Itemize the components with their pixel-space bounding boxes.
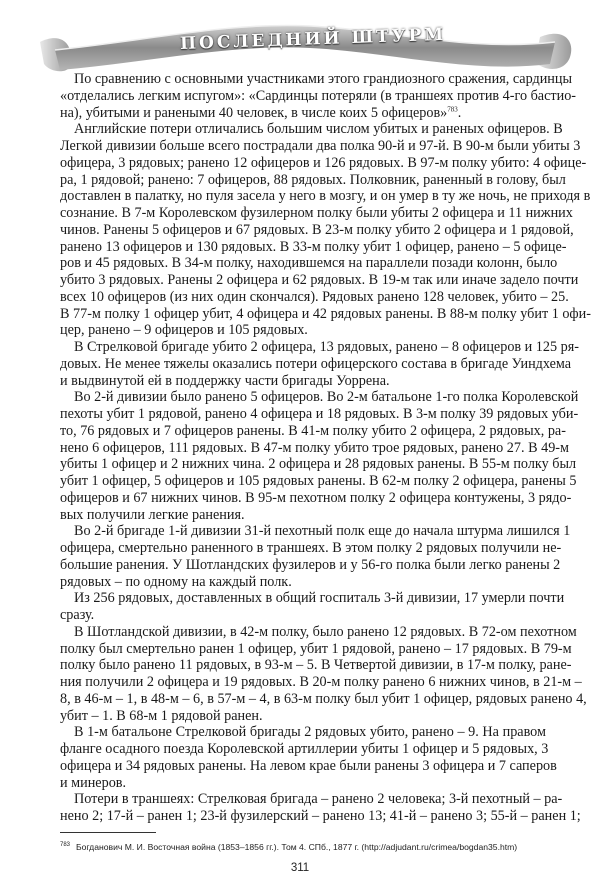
text-line [60, 741, 549, 758]
text-line [60, 138, 581, 155]
paragraph [60, 121, 591, 339]
text-line [60, 171, 566, 189]
text-line-content: и выдвинутой ей в поддержку части бригады Уоррена. [60, 372, 390, 389]
text-line-content: убит 1 офицер, 5 офицеров и 105 рядовых ранены. В 62-м полку 2 офицера, ранены 5 [60, 473, 577, 489]
text-line: на), убитыми и ранеными 40 человек, в числе коих 5 офицеров»$^{783}$. [60, 104, 462, 121]
text-line-content: Английские потери отличались большим числом убитых и раненых офицеров. В [74, 121, 563, 138]
text-line [60, 708, 546, 725]
text-line-content: довых. Не менее тяжелы оказались потери офицерского состава в бригаде Уиндхема [60, 355, 572, 372]
text-line-content: фланге осадного поезда Королевской артиллерии убиты 1 офицер и 5 рядовых, 3 [60, 741, 549, 757]
text-line-content: цер, ранено – 9 офицеров и 105 рядовых. [60, 322, 308, 339]
text-line-content: В 1-м батальоне Стрелковой бригады 2 рядовых убито, ранено – 9. На правом [74, 724, 546, 741]
text-line-content: Во 2-й бригаде 1-й дивизии 31-й пехотный полк еще до начала штурма лишился 1 [74, 523, 571, 540]
text-line [60, 221, 574, 239]
text-line [60, 657, 572, 674]
text-line [60, 674, 582, 691]
text-line [60, 288, 569, 306]
text-line-content: и минеров. [60, 774, 127, 791]
text-line-content: большие ранения. У Шотландских фузилеров и у 56-го полка были легко ранены 2 [60, 556, 561, 573]
text-line-content: офицера, смертельно раненного в траншеях. В этом полку 2 рядовых получили не- [60, 540, 562, 556]
text-line [60, 808, 581, 825]
text-line [60, 574, 546, 591]
text-line-content: Легкой дивизии больше всего пострадали два полка 90-й и 97-й. В 90-м были убиты 3 [60, 138, 581, 154]
paragraph [60, 523, 571, 590]
text-line-content: Из 256 рядовых, доставленных в общий госпиталь 3-й дивизии, 17 умерли почти [74, 590, 565, 607]
text-line [60, 238, 567, 256]
text-line [60, 456, 577, 473]
text-line [60, 724, 546, 741]
text-line [60, 121, 563, 138]
text-line-content: В Шотландской дивизии, в 42-м полку, было ранено 12 рядовых. В 72-ом пехотном [74, 623, 577, 640]
text-line [60, 406, 579, 423]
text-line [60, 439, 569, 457]
text-line-content: офицера, 3 рядовых; ранено 12 офицеров и 126 рядовых. В 97-м полку убито: 4 офице- [60, 154, 587, 171]
paragraph [60, 724, 557, 791]
text-line-content: сознание. В 7-м Королевском фузилерном полку были убиты 2 офицера и 11 нижних [60, 205, 573, 221]
text-line [60, 305, 591, 323]
text-line [60, 640, 572, 658]
text-line [60, 422, 566, 440]
paragraph [60, 623, 587, 725]
text-line [60, 556, 561, 574]
text-line [60, 690, 587, 708]
paragraph [60, 791, 581, 825]
text-line [60, 473, 577, 490]
text-line [60, 355, 572, 373]
text-line [60, 322, 546, 339]
text-line [60, 205, 573, 222]
page-number: 311 [290, 862, 310, 874]
text-line-content: на), убитыми и ранеными 40 человек, в числе коих 5 офицеров» [60, 104, 448, 121]
text-line [60, 87, 577, 105]
text-line-content: офицера и 34 рядовых ранены. На левом крае были ранены 3 офицера и 7 саперов [60, 757, 557, 774]
text-line-content: то, 76 рядовых и 7 офицеров ранены. В 41-м полку убито 2 офицера, 2 рядовых, ра- [60, 422, 566, 439]
text-line-content: В 77-м полку 1 офицер убит, 4 офицера и 42 рядовых ранены. В 88-м полку убит 1 офи- [60, 305, 591, 322]
text-line-content: полку был смертельно ранен 1 офицер, убит 1 рядовой, ранено – 17 рядовых. В 79-м [60, 640, 572, 657]
text-line-content: вых получили легкие ранения. [60, 506, 245, 523]
footnote [60, 842, 517, 852]
paragraph [60, 590, 565, 624]
text-line [60, 757, 557, 775]
text-line [60, 507, 546, 524]
text-line-content: «отделались легким испугом»: «Сардинцы потеряли (в траншеях против 4-го бастио- [60, 87, 577, 104]
text-line [60, 255, 558, 272]
text-line [60, 272, 579, 289]
text-line-content: полку было ранено 11 рядовых, в 93-м – 5. В Четвертой дивизии, в 17-м полку, ране- [60, 657, 572, 674]
text-line-content: сразу. [60, 607, 95, 623]
text-line-content: чинов. Ранены 5 офицеров и 67 рядовых. В 23-м полку убито 2 офицера и 1 рядовой, [60, 221, 574, 238]
footnote-reference: 783 [447, 104, 458, 113]
text-line-content: 8, в 46-м – 1, в 48-м – 6, в 57-м – 4, в 63-м полку был убит 1 офицер, рядовых ранено 4, [60, 690, 587, 707]
footnote-text: Богданович М. И. Восточная война (1853–1856 гг.). Том 4. СПб., 1877 г. (http://adjudant.ru/crimea/bogdan35.htm) [76, 842, 518, 852]
footnote-number: 783 [60, 842, 71, 848]
text-line-content: ния получили 2 офицера и 19 рядовых. В 20-м полку ранено 6 нижних чинов, в 21-м – [60, 674, 582, 690]
text-line [60, 791, 563, 808]
text-line [60, 71, 573, 88]
footnote-divider [60, 832, 156, 833]
text-line-content: пехоты убит 1 рядовой, ранено 4 офицера и 18 рядовых. В 3-м полку 39 рядовых уби- [60, 406, 579, 422]
text-line [60, 590, 565, 607]
text-line [60, 523, 571, 540]
paragraph [60, 389, 579, 523]
text-line-content: нено 2; 17-й – ранен 1; 23-й фузилерский – ранено 13; 41-й – ранено 3; 55-й – ранен 1; [60, 808, 581, 824]
paragraph [60, 71, 577, 121]
text-line-content: В Стрелковой бригаде убито 2 офицера, 13 рядовых, ранено – 8 офицеров и 125 ря- [74, 339, 579, 355]
paragraph [60, 339, 579, 389]
text-line [60, 339, 579, 356]
text-line [60, 607, 546, 624]
text-line-content: Во 2-й дивизии было ранено 5 офицеров. Во 2-м батальоне 1-го полка Королевской [74, 389, 579, 406]
text-line [60, 154, 587, 172]
text-line-content: офицеров и 67 нижних чинов. В 95-м пехотном полку 2 офицера контужены, 3 рядо- [60, 489, 572, 506]
text-line [60, 489, 572, 507]
text-line [60, 373, 546, 390]
text-line-content: доставлен в палатку, но пуля засела у него в мозгу, и он умер в ту же ночь, не приходя в [60, 188, 591, 205]
body-text [60, 71, 591, 825]
text-line-content: ра, 1 рядовой; ранено: 7 офицеров, 88 рядовых. Полковник, раненный в голову, был [60, 171, 566, 188]
text-line-content: рядовых – по одному на каждый полк. [60, 573, 292, 590]
text-line [60, 540, 562, 557]
text-line-content: убиты 1 офицер и 2 нижних чина. 2 офицера и 28 рядовых ранены. В 55-м полку был [60, 456, 577, 473]
text-line-content: По сравнению с основными участниками этого грандиозного сражения, сардинцы [74, 71, 573, 87]
text-line-content: ров и 45 рядовых. В 34-м полку, находившемся на параллели позади колонн, было [60, 255, 558, 272]
text-line-content: убито 3 рядовых. Ранены 2 офицера и 62 рядовых. В 19-м так или иначе задело почти [60, 272, 579, 288]
text-line-content: нено 6 офицеров, 111 рядовых. В 47-м полку убито трое рядовых, ранено 27. В 49-м [60, 439, 569, 456]
text-line [60, 775, 546, 792]
text-line [60, 623, 577, 641]
text-line-content: убит – 1. В 68-м 1 рядовой ранен. [60, 707, 263, 724]
text-line [60, 188, 591, 205]
text-line-content: ранено 13 офицеров и 130 рядовых. В 33-м полку убит 1 офицер, ранено – 5 офице- [60, 238, 567, 255]
text-line-content: всех 10 офицеров (из них один скончался). Рядовых ранено 128 человек, убито – 25. [60, 288, 569, 305]
text-line [60, 389, 579, 406]
chapter-title: ПОСЛЕДНИЙ ШТУРМ [179, 24, 447, 55]
text-line-content: Потери в траншеях: Стрелковая бригада – ранено 2 человека; 3-й пехотный – ра- [74, 791, 563, 808]
